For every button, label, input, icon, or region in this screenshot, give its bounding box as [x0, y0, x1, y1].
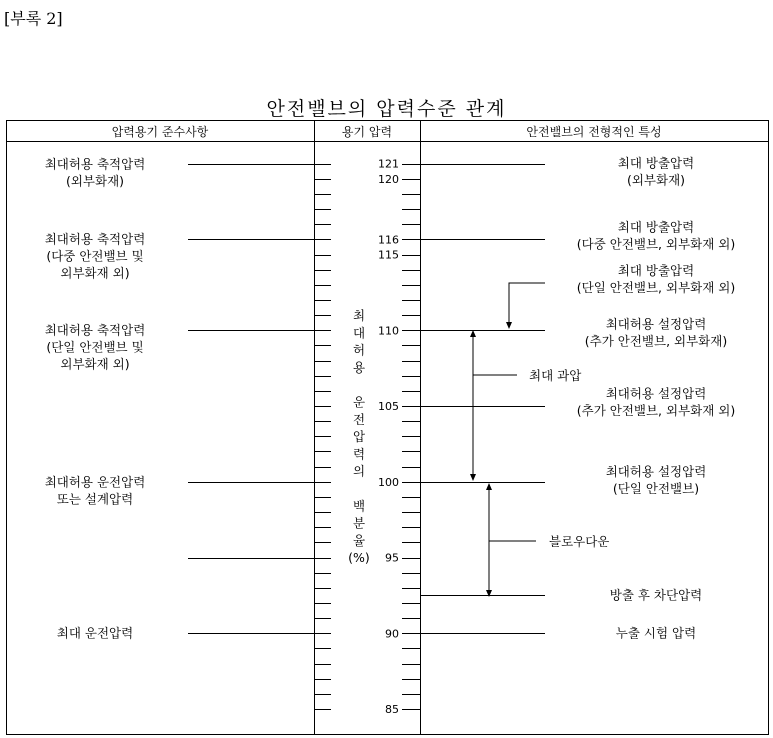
scale-label: 95 [385, 551, 399, 565]
right-item-text: (다중 안전밸브, 외부화재 외) [576, 236, 736, 252]
max-overpressure-label: 최대 과압 [529, 368, 582, 383]
right-item-text: 최대 방출압력 [617, 155, 695, 171]
arrow-head [506, 322, 512, 329]
right-item-text: 최대 방출압력 [617, 263, 695, 278]
arrow-head [470, 474, 476, 481]
header-middle: 용기 압력 [341, 125, 393, 139]
scale-label: 105 [378, 400, 399, 413]
arrow-head [470, 330, 476, 337]
left-item-text: (단일 안전밸브 및 [46, 339, 144, 355]
left-item-text: 최대 운전압력 [56, 625, 134, 641]
left-item-text: 외부화재 외) [60, 265, 130, 281]
right-item-text: (단일 안전밸브) [612, 480, 700, 496]
vertical-label-char: 용 [352, 359, 366, 375]
vertical-label-char: 최 [352, 308, 366, 323]
vertical-label-char: 운 [352, 394, 366, 410]
scale-labels [378, 158, 399, 716]
left-items [45, 157, 331, 641]
vertical-label-char: 압 [352, 429, 366, 445]
scale-label: 90 [385, 627, 399, 641]
right-item-text: 방출 후 차단압력 [609, 587, 703, 603]
right-item-text: 최대허용 설정압력 [605, 316, 707, 332]
right-item-text: (추가 안전밸브, 외부화재) [584, 333, 728, 349]
arrow-head [486, 483, 492, 490]
left-item-text: 외부화재 외) [60, 356, 130, 372]
vertical-label-char: 허 [352, 342, 366, 358]
right-item-text: 누출 시험 압력 [615, 625, 697, 641]
right-item-text: (외부화재) [626, 172, 686, 188]
left-item-text: 최대허용 축적압력 [44, 322, 146, 338]
blowdown-label: 블로우다운 [549, 534, 610, 549]
vertical-label-char: 분 [352, 515, 366, 531]
right-item-text: 최대 방출압력 [617, 219, 695, 235]
left-item-text: 최대허용 운전압력 [44, 474, 146, 490]
vertical-label-char: 백 [352, 498, 366, 514]
left-item-text: 최대허용 축적압력 [44, 231, 146, 247]
scale-label: 115 [378, 248, 399, 262]
vertical-label-char: 전 [352, 411, 366, 427]
right-items [402, 156, 735, 641]
vertical-label-char: (%) [348, 550, 370, 566]
right-item-text: 최대허용 설정압력 [605, 386, 707, 401]
right-item-text: (단일 안전밸브, 외부화재 외) [576, 280, 736, 295]
scale-label: 100 [378, 475, 399, 489]
header-right: 안전밸브의 전형적인 특성 [526, 125, 662, 139]
table-frame [6, 121, 769, 736]
appendix-label: [부록 2] [4, 9, 63, 28]
vertical-axis-label [348, 308, 370, 565]
vertical-label-char: 의 [352, 463, 366, 479]
scale-label: 85 [385, 703, 399, 716]
set-pressure-pointer [509, 283, 545, 323]
scale-label: 121 [378, 157, 399, 171]
left-item-text: (외부화재) [65, 173, 125, 189]
header-left: 압력용기 준수사항 [111, 125, 209, 139]
right-item-text: (추가 안전밸브, 외부화재 외) [576, 403, 736, 418]
left-item-text: 최대허용 축적압력 [44, 156, 146, 172]
scale-label: 110 [378, 324, 399, 338]
scale-ticks [314, 165, 420, 710]
vertical-label-char: 대 [352, 325, 366, 341]
vertical-label-char: 율 [352, 532, 366, 548]
right-item-text: 최대허용 설정압력 [605, 463, 707, 479]
left-item-text: (다중 안전밸브 및 [46, 248, 144, 264]
vertical-label-char: 력 [352, 446, 366, 462]
scale-label: 120 [378, 172, 399, 186]
scale-label: 116 [378, 233, 399, 247]
left-item-text: 또는 설계압력 [56, 491, 134, 507]
diagram-title: 안전밸브의 압력수준 관계 [266, 98, 507, 120]
